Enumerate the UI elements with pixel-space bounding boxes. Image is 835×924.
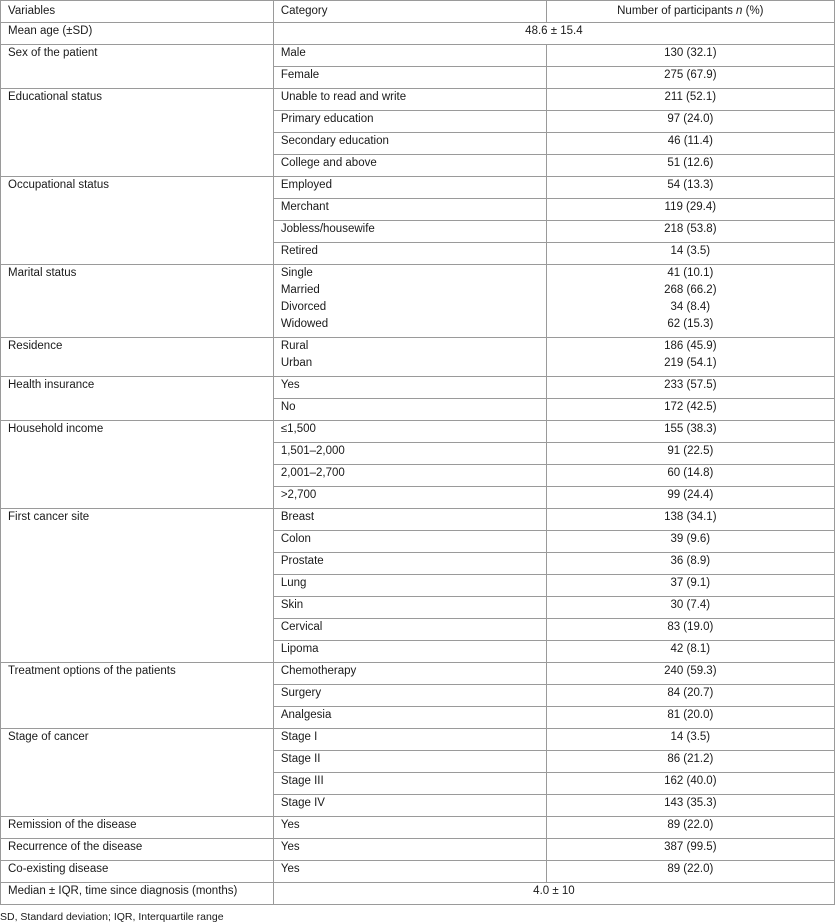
category-cell: Unable to read and write [273,89,546,111]
category-cell: Yes [273,377,546,399]
category-cell: Stage IV [273,795,546,817]
count-cell: 83 (19.0) [546,619,834,641]
table-row [1,265,835,338]
category-line: Urban [280,357,313,369]
count-cell: 99 (24.4) [546,487,834,509]
table-row [1,421,835,443]
category-cell: ≤1,500 [273,421,546,443]
count-line: 34 (8.4) [670,301,711,313]
category-cell: Cervical [273,619,546,641]
category-cell: Yes [273,861,546,883]
count-cell: 387 (99.5) [546,839,834,861]
category-cell: Employed [273,177,546,199]
variable-cell: Occupational status [1,177,274,265]
category-cell: Prostate [273,553,546,575]
header-count-suffix: (%) [742,5,764,17]
category-cell: Colon [273,531,546,553]
count-cell: 172 (42.5) [546,399,834,421]
category-cell: Lung [273,575,546,597]
count-line: 62 (15.3) [667,318,714,330]
count-line: 41 (10.1) [667,267,714,279]
table-row [1,861,835,883]
variable-cell: Household income [1,421,274,509]
category-cell: Yes [273,839,546,861]
variable-cell: Educational status [1,89,274,177]
count-line: 186 (45.9) [664,340,717,352]
category-cell: Jobless/housewife [273,221,546,243]
count-cell: 119 (29.4) [546,199,834,221]
category-line: Widowed [280,318,329,330]
header-variables: Variables [1,1,274,23]
table-row [1,817,835,839]
table-row [1,338,835,377]
count-cell: 275 (67.9) [546,67,834,89]
category-cell [273,265,546,338]
table-row [1,45,835,67]
variable-cell: Stage of cancer [1,729,274,817]
table-row [1,883,835,905]
category-cell: 2,001–2,700 [273,465,546,487]
variable-cell: Marital status [1,265,274,338]
count-cell: 89 (22.0) [546,861,834,883]
category-cell: Yes [273,817,546,839]
category-cell: 1,501–2,000 [273,443,546,465]
category-cell: Chemotherapy [273,663,546,685]
category-cell: Female [273,67,546,89]
header-count-prefix: Number of participants [617,5,737,17]
count-cell: 46 (11.4) [546,133,834,155]
count-cell: 240 (59.3) [546,663,834,685]
variable-cell: Co-existing disease [1,861,274,883]
category-line: Rural [280,340,309,352]
category-line: Divorced [280,301,327,313]
category-cell: Male [273,45,546,67]
count-cell: 211 (52.1) [546,89,834,111]
count-cell [546,265,834,338]
category-cell: Primary education [273,111,546,133]
count-cell: 218 (53.8) [546,221,834,243]
summary-value-cell: 48.6 ± 15.4 [273,23,834,45]
category-cell: Merchant [273,199,546,221]
count-cell: 14 (3.5) [546,729,834,751]
variable-cell: Sex of the patient [1,45,274,89]
table-row [1,663,835,685]
count-cell: 84 (20.7) [546,685,834,707]
count-cell: 162 (40.0) [546,773,834,795]
count-cell: 97 (24.0) [546,111,834,133]
table-body [1,23,835,905]
count-cell: 138 (34.1) [546,509,834,531]
count-cell: 91 (22.5) [546,443,834,465]
variable-cell: Treatment options of the patients [1,663,274,729]
count-cell: 155 (38.3) [546,421,834,443]
count-cell: 54 (13.3) [546,177,834,199]
count-cell: 89 (22.0) [546,817,834,839]
variable-cell: Health insurance [1,377,274,421]
table-footnote: SD, Standard deviation; IQR, Interquartile range [0,911,224,923]
count-cell: 14 (3.5) [546,243,834,265]
count-cell: 30 (7.4) [546,597,834,619]
table-row [1,509,835,531]
count-cell: 51 (12.6) [546,155,834,177]
count-cell: 81 (20.0) [546,707,834,729]
header-category: Category [273,1,546,23]
category-cell: Stage III [273,773,546,795]
category-line: Single [280,267,313,279]
count-cell: 233 (57.5) [546,377,834,399]
count-cell: 130 (32.1) [546,45,834,67]
header-count [546,1,834,23]
variable-cell: Residence [1,338,274,377]
count-line: 268 (66.2) [664,284,717,296]
variable-cell: First cancer site [1,509,274,663]
category-cell: Secondary education [273,133,546,155]
count-cell: 39 (9.6) [546,531,834,553]
table-row [1,729,835,751]
category-cell: College and above [273,155,546,177]
variable-cell: Mean age (±SD) [1,23,274,45]
table-row [1,23,835,45]
category-cell: Analgesia [273,707,546,729]
category-cell: No [273,399,546,421]
variable-cell: Recurrence of the disease [1,839,274,861]
table-row [1,89,835,111]
category-cell: Surgery [273,685,546,707]
category-cell [273,338,546,377]
category-cell: Lipoma [273,641,546,663]
count-cell: 143 (35.3) [546,795,834,817]
category-cell: Retired [273,243,546,265]
table-row [1,377,835,399]
count-cell: 37 (9.1) [546,575,834,597]
count-cell: 86 (21.2) [546,751,834,773]
category-cell: >2,700 [273,487,546,509]
count-cell [546,338,834,377]
variable-cell: Remission of the disease [1,817,274,839]
category-cell: Stage I [273,729,546,751]
header-row [1,1,835,23]
count-cell: 42 (8.1) [546,641,834,663]
count-line: 219 (54.1) [664,357,717,369]
count-cell: 60 (14.8) [546,465,834,487]
summary-value-cell: 4.0 ± 10 [273,883,834,905]
category-line: Married [280,284,320,296]
category-cell: Skin [273,597,546,619]
table-row [1,839,835,861]
category-cell: Stage II [273,751,546,773]
header-count-italic: n [736,5,743,17]
variable-cell: Median ± IQR, time since diagnosis (months) [1,883,274,905]
category-cell: Breast [273,509,546,531]
table-row [1,177,835,199]
count-cell: 36 (8.9) [546,553,834,575]
